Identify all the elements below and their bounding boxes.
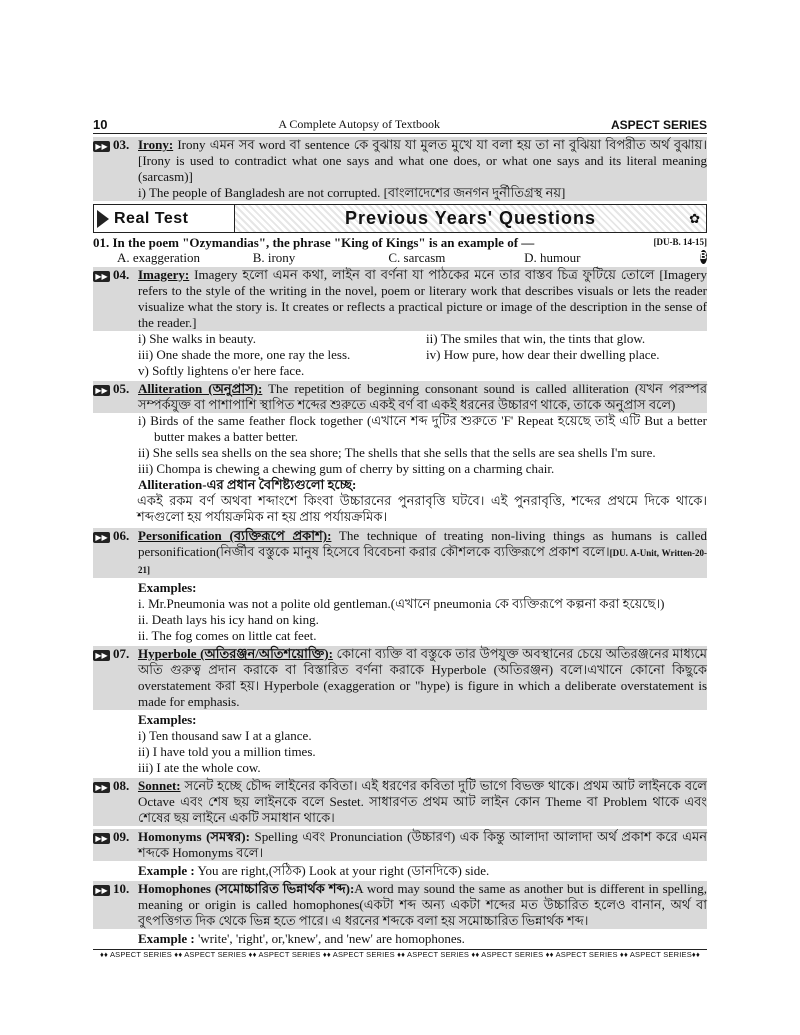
book-title: A Complete Autopsy of Textbook xyxy=(278,117,441,131)
personification-examples xyxy=(93,580,707,644)
example-item: iv) How pure, how dear their dwelling place. xyxy=(426,347,660,362)
banner-label-left: Real Test xyxy=(94,205,234,232)
example-text: 'write', 'right', or,'knew', and 'new' are homophones. xyxy=(194,931,465,946)
question-ref: [DU-B. 14-15] xyxy=(653,237,707,247)
question-stem: 01. In the poem "Ozymandias", the phrase "King of Kings" is an example of — xyxy=(93,235,535,250)
fast-forward-icon: ▶▶ xyxy=(93,782,110,793)
example-item: ii. Death lays his icy hand on king. xyxy=(138,612,319,627)
section-imagery xyxy=(93,267,707,331)
example-label: Example : xyxy=(138,931,195,946)
features-heading: Alliteration-এর প্রধান বৈশিষ্ট্যগুলো হচ্ছে: xyxy=(138,477,357,492)
section-homophones xyxy=(93,881,707,929)
examples-heading: Examples: xyxy=(138,712,197,727)
answer-badge: B xyxy=(699,251,707,262)
page xyxy=(93,116,707,959)
fast-forward-icon: ▶▶ xyxy=(93,650,110,661)
personification-definition: Personification (ব্যক্তিরূপে প্রকাশ): The technique of treating non-living things as humans is called personification(নির্জীব বস্তুকে মানুষ হিসেবে বিবেচনা করার কৌশলকে ব্যক্তিরূপে প্রকাশ বলে।[DU. A-Unit, Written-20-21] xyxy=(138,528,707,575)
features-text: একই রকম বর্ণ অথবা শব্দাংশে কিংবা উচ্চারনের পুনরাবৃত্তি ঘটবে। এই পুনরাবৃত্তি, শব্দের প্রথমে দিকে থাকে। শব্দগুলো হয় পর্যায়ক্রমিক না হয় প্রায় পর্যায়ক্রমিক। xyxy=(137,493,707,524)
alliteration-examples xyxy=(93,413,707,525)
example-item: i) Ten thousand saw I at a glance. xyxy=(138,728,312,743)
term-imagery: Imagery: xyxy=(138,267,190,282)
question-options xyxy=(93,250,707,265)
section-irony xyxy=(93,137,707,201)
section-marker: ▶▶ 08. xyxy=(93,778,129,794)
section-homonyms xyxy=(93,829,707,861)
term-irony: Irony: xyxy=(138,137,174,152)
example-item: i) Birds of the same feather flock together (এখানে শব্দ দুটির শুরুতে 'F' Repeat হয়েছে তাই এটি But a better butter makes a batter better. xyxy=(138,413,707,444)
example-item: v) Softly lightens o'er here face. xyxy=(138,363,305,378)
question-01 xyxy=(93,235,707,265)
section-marker: ▶▶ 04. xyxy=(93,267,129,283)
question-ref: [DU. A-Unit, Written-20-21] xyxy=(138,548,707,575)
fast-forward-icon: ▶▶ xyxy=(93,385,110,396)
examples-heading: Examples: xyxy=(138,580,197,595)
example-item: i. Mr.Pneumonia was not a polite old gentleman.(এখানে pneumonia কে ব্যক্তিরূপে কল্পনা করা হয়েছে।) xyxy=(138,596,665,611)
page-footer: ♦♦ ASPECT SERIES ♦♦ ASPECT SERIES ♦♦ ASPECT SERIES ♦♦ ASPECT SERIES ♦♦ ASPECT SERIES ♦♦ ASPECT SERIES ♦♦ ASPECT SERIES ♦♦ ASPECT SERIES♦♦ xyxy=(93,949,707,959)
term-alliteration: Alliteration (অনুপ্রাস): xyxy=(138,381,263,396)
example-item: iii) I ate the whole cow. xyxy=(138,760,261,775)
term-sonnet: Sonnet: xyxy=(138,778,181,793)
section-marker: ▶▶ 03. xyxy=(93,137,129,153)
section-personification xyxy=(93,528,707,578)
section-marker: ▶▶ 09. xyxy=(93,829,129,845)
banner-label-right: Previous Years' Questions xyxy=(234,205,706,232)
term-personification: Personification (ব্যক্তিরূপে প্রকাশ): xyxy=(138,528,332,543)
example-item: i) She walks in beauty. xyxy=(138,331,256,346)
term-homophones: Homophones (সমোচ্চারিত ভিন্নার্থক শব্দ): xyxy=(138,881,355,896)
section-marker: ▶▶ 07. xyxy=(93,646,129,662)
hyperbole-examples xyxy=(93,712,707,776)
example-item: ii) I have told you a million times. xyxy=(138,744,316,759)
homophones-definition: Homophones (সমোচ্চারিত ভিন্নার্থক শব্দ):A word may sound the same as another but is different in spelling, meaning or origin is called homophones(একটা শব্দ অন্য একটা শব্দের মত উচ্চারিত হলেও বানান, অর্থ বা বুৎপত্তিগত দিক থেকে ভিন্ন হতে পারে। এ ধরনের শব্দকে বলা হয় সমোচ্চারিত ভিন্নার্থক শব্দ। xyxy=(138,881,707,928)
term-hyperbole: Hyperbole (অতিরঞ্জন/অতিশয়োক্তি): xyxy=(138,646,333,661)
example-text: You are right,(সঠিক) Look at your right (ডানদিকে) side. xyxy=(194,863,490,878)
page-header xyxy=(93,116,707,134)
section-marker: ▶▶ 05. xyxy=(93,381,129,397)
hyperbole-definition: Hyperbole (অতিরঞ্জন/অতিশয়োক্তি): কোনো ব্যক্তি বা বস্তুকে তার উপযুক্ত অবস্থানের চেয়ে অতিরঞ্জনের মাধ্যমে অতি গুরুত্ব প্রদান করাকে বা বিস্তারিত বর্ণনা করাকে Hyperbole (অতিরঞ্জন) বলে।এখানে কোনো কিছুকে overstatement করা হয়। Hyperbole (exaggeration or "hype) is figure in which a deliberate overstatement is made for emphasis. xyxy=(138,646,707,709)
sonnet-definition: Sonnet: সনেট হচ্ছে চৌদ্দ লাইনের কবিতা। এই ধরণের কবিতা দুটি ভাগে বিভক্ত থাকে। প্রথম আট লাইনকে বলে Octave এবং শেষ ছয় লাইনকে বলে Sestet. সাধারণত প্রথম আট লাইন কোন Theme বা Problem থাকে এবং শেষের ছয় লাইনে একটি সমাধান থাকে। xyxy=(138,778,707,825)
option-d: D. humour xyxy=(524,250,581,265)
option-b: B. irony xyxy=(252,250,296,265)
option-c: C. sarcasm xyxy=(388,250,446,265)
fast-forward-icon: ▶▶ xyxy=(93,141,110,152)
example-item: ii) The smiles that win, the tints that glow. xyxy=(426,331,646,346)
fast-forward-icon: ▶▶ xyxy=(93,833,110,844)
irony-definition: Irony: Irony এমন সব word বা sentence কে বুঝায় যা মুলত মুখে যা বলা হয় তা না বুঝিয়া বিপরীত অর্থ বুঝায়। [Irony is used to contradict what one says and what one does, or what one says and its literal meaning (sarcasm)] xyxy=(138,137,707,184)
alliteration-definition: Alliteration (অনুপ্রাস): The repetition of beginning consonant sound is called alliteration (যখন পরস্পর সম্পর্কযুক্ত বা পাশাপাশি স্থাপিত শব্দের শুরুতে একই বর্ণ বা একই ধরনের উচ্চারণ থাকে, তাকে অনুপ্রাস বলে) xyxy=(138,381,707,412)
homonyms-definition: Homonyms (সমস্বর): Spelling এবং Pronunciation (উচ্চারণ) এক কিন্তু আলাদা আলাদা অর্থ প্রকাশ করে এমন শব্দকে Homonyms বলে। xyxy=(138,829,707,860)
fast-forward-icon: ▶▶ xyxy=(93,885,110,896)
example-item: iii) One shade the more, one ray the less. xyxy=(138,347,351,362)
homonyms-example xyxy=(93,863,707,879)
section-alliteration xyxy=(93,381,707,413)
example-item: iii) Chompa is chewing a chewing gum of cherry by sitting on a charming chair. xyxy=(138,461,555,476)
page-number: 10 xyxy=(93,117,108,132)
series-name: ASPECT SERIES xyxy=(610,118,707,132)
imagery-definition: Imagery: Imagery হলো এমন কথা, লাইন বা বর্ণনা যা পাঠকের মনে তার বাস্তব চিত্র ফুটিয়ে তোলে [Imagery refers to the style of the writing in the novel, poem or literary work that describes visuals or lets the reader visualize what the story is. It creates or reflects a practical picture or image of the description in the sense of the reader.] xyxy=(138,267,707,330)
homophones-example xyxy=(93,931,707,947)
section-marker: ▶▶ 10. xyxy=(93,881,129,897)
example-item: ii. The fog comes on little cat feet. xyxy=(138,628,317,643)
section-marker: ▶▶ 06. xyxy=(93,528,129,544)
option-a: A. exaggeration xyxy=(117,250,201,265)
fast-forward-icon: ▶▶ xyxy=(93,271,110,282)
fast-forward-icon: ▶▶ xyxy=(93,532,110,543)
imagery-examples xyxy=(93,331,707,379)
example-label: Example : xyxy=(138,863,195,878)
irony-example: i) The people of Bangladesh are not corrupted. [বাংলাদেশের জনগন দুর্নীতিগ্রস্থ নয়] xyxy=(138,185,566,200)
example-item: ii) She sells sea shells on the sea shore; The shells that she sells that the sells are sea shells I'm sure. xyxy=(138,445,656,460)
section-sonnet xyxy=(93,778,707,826)
section-hyperbole xyxy=(93,646,707,710)
puzzle-icon: ✿ xyxy=(689,211,700,226)
term-homonyms: Homonyms (সমস্বর): xyxy=(138,829,250,844)
real-test-banner xyxy=(93,204,707,233)
